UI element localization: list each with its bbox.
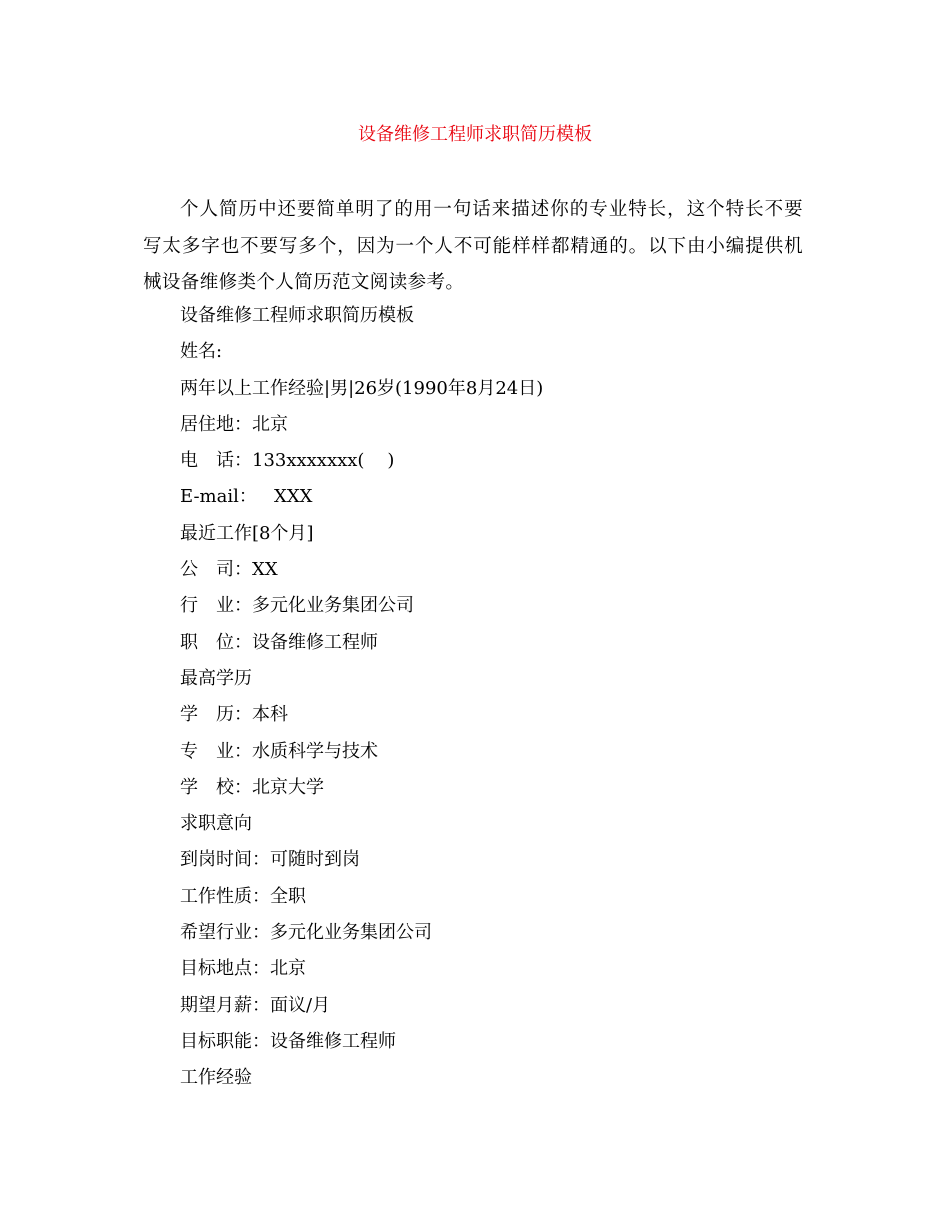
residence-line: 居住地：北京 [180, 413, 288, 435]
job-type-line: 工作性质：全职 [180, 885, 306, 907]
intro-paragraph: 个人简历中还要简单明了的用一句话来描述你的专业特长，这个特长不要写太多字也不要写多个，因为一个人不可能样样都精通的。以下由小编提供机械设备维修类个人简历范文阅读参考。 [143, 199, 803, 293]
experience-summary-line: 两年以上工作经验|男|26岁(1990年8月24日) [180, 377, 544, 399]
email-line: E-mail： XXX [180, 486, 313, 508]
resume-heading: 设备维修工程师求职简历模板 [180, 305, 414, 326]
education-heading: 最高学历 [180, 667, 252, 689]
work-experience-heading: 工作经验 [180, 1067, 252, 1089]
recent-work-heading: 最近工作[8个月] [180, 522, 314, 544]
name-line: 姓名: [180, 341, 223, 363]
target-location-line: 目标地点：北京 [180, 958, 306, 980]
industry-line: 行 业：多元化业务集团公司 [180, 595, 414, 617]
school-line: 学 校：北京大学 [180, 776, 324, 798]
phone-line: 电 话：133xxxxxxx( ) [180, 450, 395, 472]
job-intention-heading: 求职意向 [180, 813, 252, 835]
document-title: 设备维修工程师求职简历模板 [358, 124, 592, 145]
resume-lines [180, 298, 800, 1097]
expected-salary-line: 期望月薪：面议/月 [180, 994, 331, 1016]
company-line: 公 司：XX [180, 559, 278, 581]
target-function-line: 目标职能：设备维修工程师 [180, 1030, 396, 1052]
desired-industry-line: 希望行业：多元化业务集团公司 [180, 922, 432, 944]
position-line: 职 位：设备维修工程师 [180, 631, 378, 653]
start-time-line: 到岗时间：可随时到岗 [180, 849, 360, 871]
major-line: 专 业：水质科学与技术 [180, 740, 378, 762]
degree-line: 学 历：本科 [180, 704, 288, 726]
